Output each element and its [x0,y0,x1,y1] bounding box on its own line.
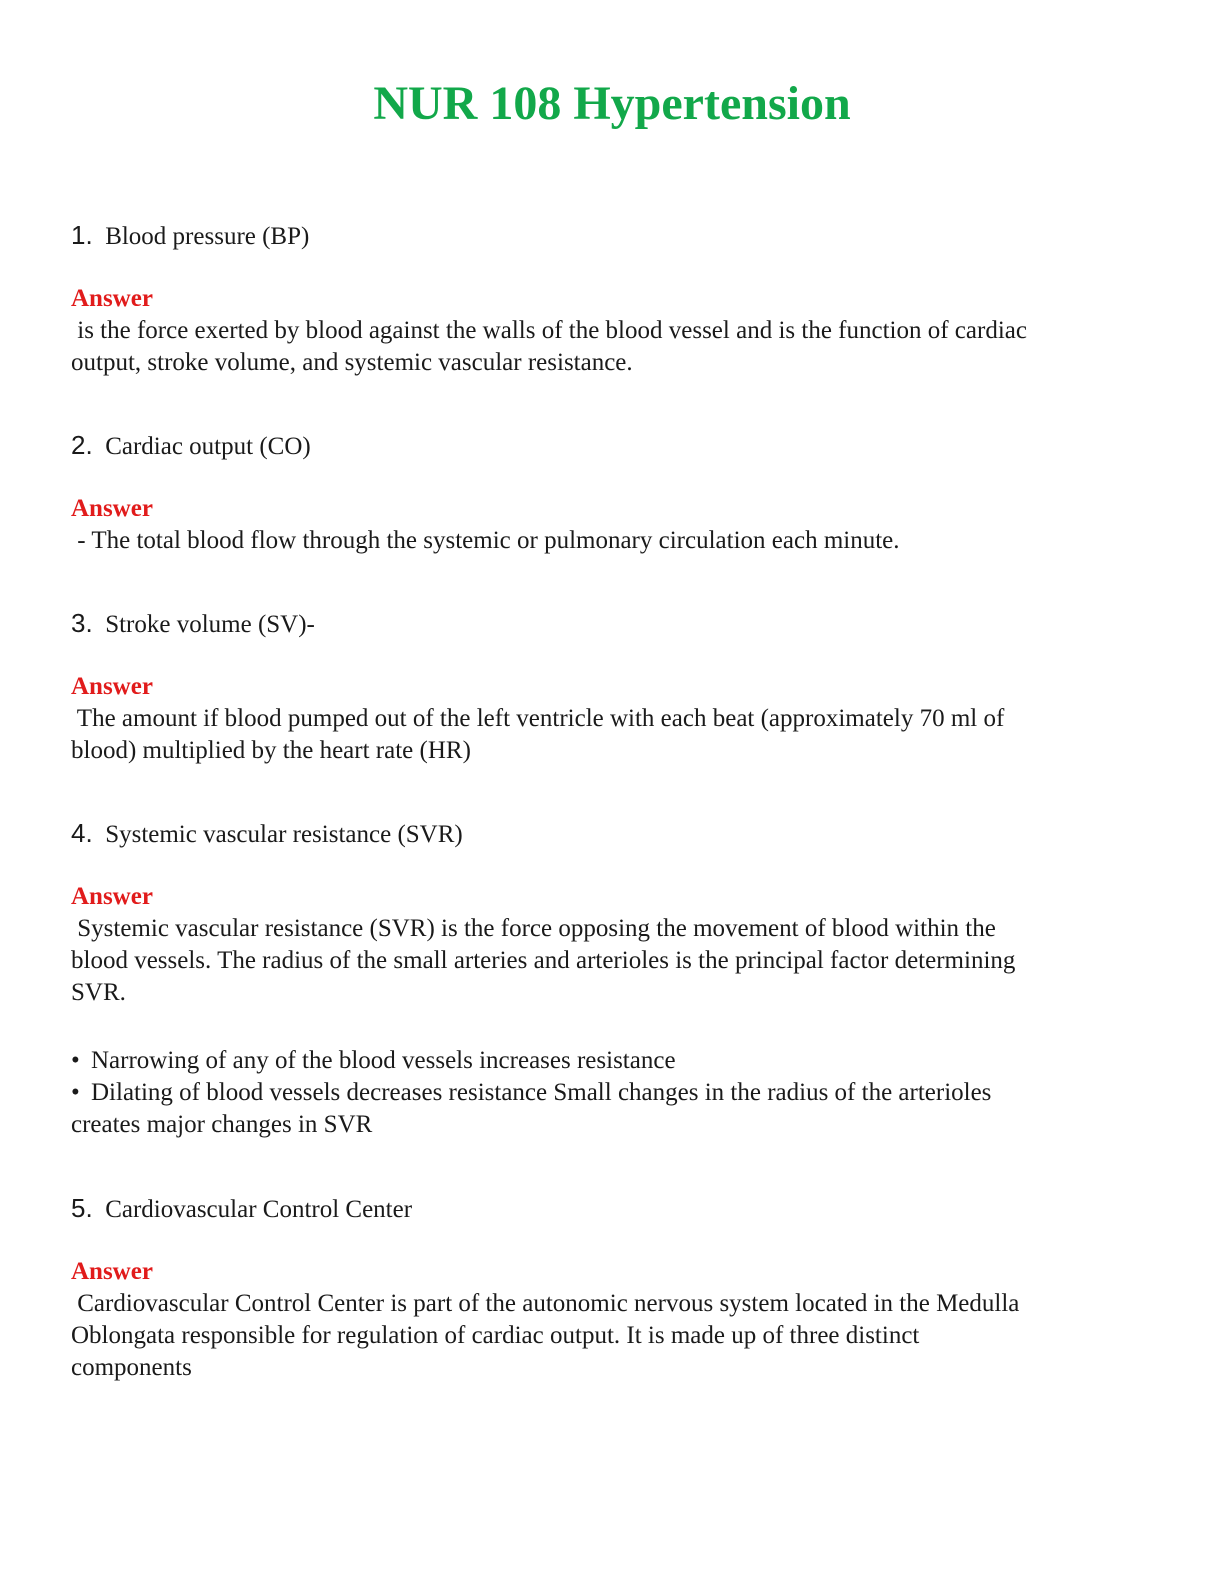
answer-line: components [71,1354,192,1381]
qa-item-1 [71,219,1151,379]
question-text: Blood pressure (BP) [105,223,310,250]
question-number: 2. [71,430,93,460]
answer-label: Answer [71,673,153,700]
question-5 [71,1192,1151,1226]
answer-line: blood vessels. The radius of the small arteries and arterioles is the principal factor determining [71,947,1016,974]
question-text: Systemic vascular resistance (SVR) [105,821,463,848]
bullet-item [71,1045,1151,1077]
question-1 [71,219,1151,253]
answer-line: - The total blood flow through the systemic or pulmonary circulation each minute. [71,527,900,554]
answer-line: Cardiovascular Control Center is part of the autonomic nervous system located in the Medulla [71,1290,1020,1317]
answer-label: Answer [71,285,153,312]
answer-label: Answer [71,1258,153,1285]
question-number: 4. [71,818,93,848]
answer-line: SVR. [71,979,126,1006]
question-4 [71,817,1151,851]
bullet-icon: • [71,1047,80,1074]
document-title: NUR 108 Hypertension [373,77,851,130]
bullet-continuation: creates major changes in SVR [71,1111,373,1138]
qa-item-2 [71,429,1151,557]
question-text: Cardiovascular Control Center [105,1196,413,1223]
question-3 [71,607,1151,641]
answer-line: Oblongata responsible for regulation of cardiac output. It is made up of three distinct [71,1322,920,1349]
answer-line: Systemic vascular resistance (SVR) is the force opposing the movement of blood within the [71,915,996,942]
answer-label: Answer [71,495,153,522]
qa-item-3 [71,607,1151,767]
answer-label: Answer [71,883,153,910]
question-text: Cardiac output (CO) [105,433,311,460]
answer-line: output, stroke volume, and systemic vascular resistance. [71,349,633,376]
bullet-text: Narrowing of any of the blood vessels increases resistance [91,1047,676,1074]
answer-line: The amount if blood pumped out of the left ventricle with each beat (approximately 70 ml of [71,705,1005,732]
question-2 [71,429,1151,463]
answer-line: is the force exerted by blood against the walls of the blood vessel and is the function of cardiac [71,317,1027,344]
bullet-text: Dilating of blood vessels decreases resistance Small changes in the radius of the arterioles [91,1079,992,1106]
question-number: 5. [71,1193,93,1223]
qa-item-4 [71,817,1151,1141]
bullet-item [71,1077,1151,1109]
question-number: 1. [71,220,93,250]
answer-line: blood) multiplied by the heart rate (HR) [71,737,471,764]
question-text: Stroke volume (SV)- [105,611,315,638]
qa-item-5 [71,1192,1151,1384]
bullet-icon: • [71,1079,80,1106]
question-number: 3. [71,608,93,638]
